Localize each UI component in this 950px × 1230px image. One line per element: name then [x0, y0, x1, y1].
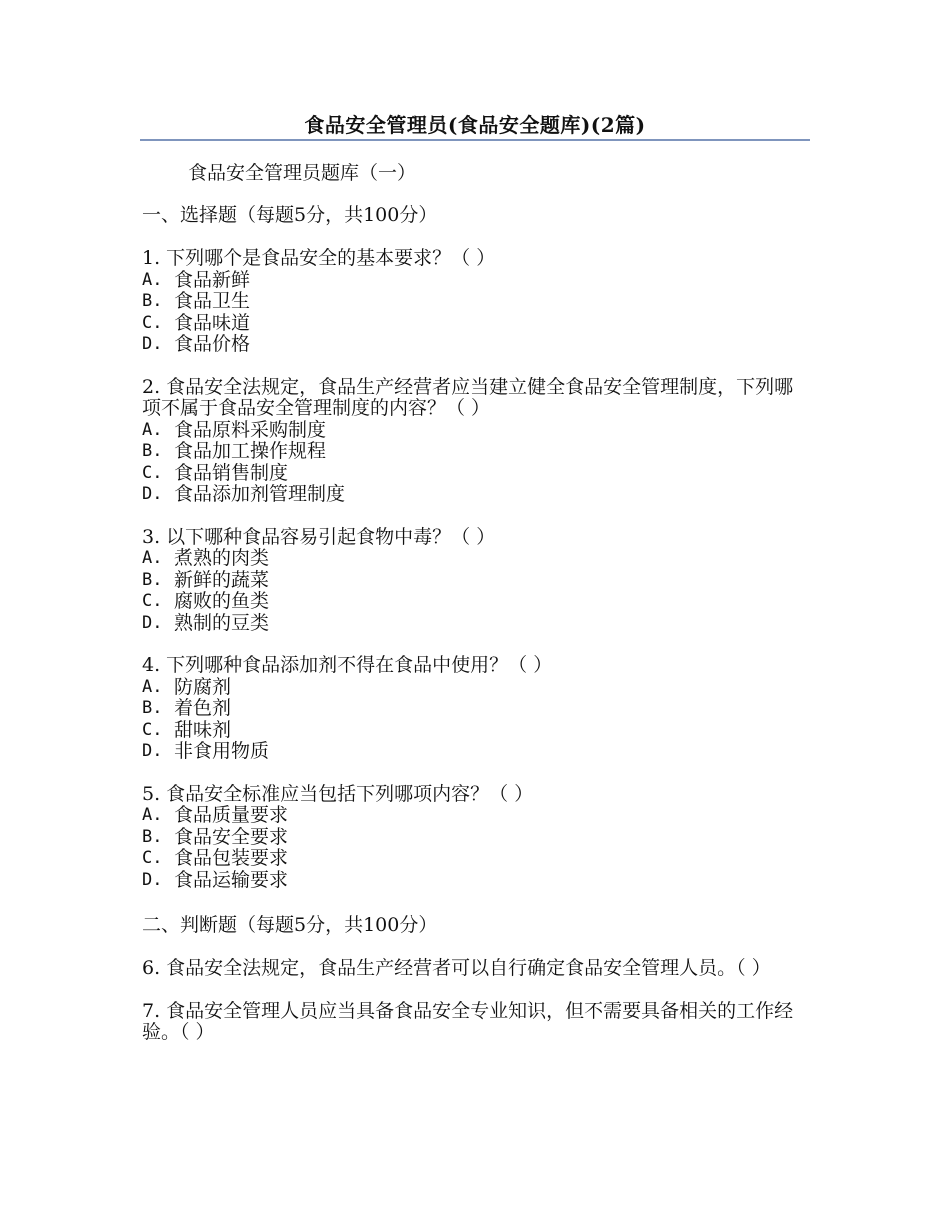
option-c	[142, 313, 808, 335]
option-text: 食品加工操作规程	[174, 440, 327, 462]
option-list	[142, 805, 808, 891]
question-text: 2. 食品安全法规定，食品生产经营者应当建立健全食品安全管理制度，下列哪项不属于食品安全管理制度的内容？（ ）	[142, 375, 794, 419]
section-multiple-choice	[142, 203, 808, 891]
option-letter: D.	[142, 612, 163, 633]
option-a	[142, 270, 808, 292]
option-text: 腐败的鱼类	[174, 590, 270, 612]
document-body	[142, 160, 808, 1044]
option-letter: D.	[142, 741, 163, 761]
option-d	[142, 741, 808, 763]
option-letter: D.	[142, 869, 163, 890]
option-list	[142, 420, 808, 506]
question-text: 3. 以下哪种食品容易引起食物中毒？（ ）	[142, 525, 496, 548]
option-text: 甜味剂	[174, 718, 232, 741]
question-2	[142, 377, 808, 506]
question-6	[142, 958, 808, 980]
option-text: 着色剂	[174, 697, 232, 719]
option-list	[142, 548, 808, 634]
option-letter: D.	[142, 334, 163, 354]
option-b	[142, 570, 808, 592]
question-3	[142, 527, 808, 635]
option-text: 食品包装要求	[174, 847, 289, 869]
option-text: 食品价格	[174, 333, 251, 355]
question-1	[142, 248, 808, 356]
question-text: 5. 食品安全标准应当包括下列哪项内容？（ ）	[142, 782, 534, 805]
document-title: 食品安全管理员(食品安全题库)(2篇)	[304, 113, 646, 137]
option-c	[142, 720, 808, 742]
option-b	[142, 441, 808, 463]
option-a	[142, 805, 808, 827]
question-text: 1. 下列哪个是食品安全的基本要求？（ ）	[142, 247, 496, 269]
section-true-false	[142, 913, 808, 1044]
title-divider	[140, 139, 810, 141]
option-letter: B.	[142, 441, 163, 461]
option-c	[142, 591, 808, 613]
option-letter: A.	[142, 676, 163, 697]
option-letter: C.	[142, 848, 163, 868]
option-text: 新鲜的蔬菜	[174, 568, 270, 591]
question-text: 6. 食品安全法规定，食品生产经营者可以自行确定食品安全管理人员。（ ）	[142, 957, 771, 979]
option-text: 食品新鲜	[174, 268, 251, 291]
option-d	[142, 334, 808, 356]
option-text: 食品原料采购制度	[174, 418, 327, 441]
option-b	[142, 291, 808, 313]
option-text: 煮熟的肉类	[174, 547, 270, 569]
option-text: 食品味道	[174, 311, 251, 334]
option-letter: A.	[142, 269, 163, 290]
option-letter: D.	[142, 484, 163, 504]
option-letter: B.	[142, 569, 163, 590]
option-d	[142, 484, 808, 506]
option-text: 食品销售制度	[174, 461, 289, 484]
option-a	[142, 420, 808, 442]
question-text: 7. 食品安全管理人员应当具备食品安全专业知识，但不需要具备相关的工作经验。（ ）	[142, 999, 794, 1043]
option-letter: A.	[142, 548, 163, 568]
option-text: 食品质量要求	[174, 804, 289, 826]
option-letter: C.	[142, 462, 163, 483]
option-d	[142, 613, 808, 635]
question-4	[142, 655, 808, 763]
section-heading: 二、判断题（每题5分，共100分）	[142, 914, 438, 936]
option-c	[142, 848, 808, 870]
option-d	[142, 870, 808, 892]
option-b	[142, 827, 808, 849]
option-text: 非食用物质	[174, 740, 270, 762]
section-heading: 一、选择题（每题5分，共100分）	[142, 204, 438, 226]
option-letter: C.	[142, 719, 163, 740]
option-c	[142, 463, 808, 485]
option-text: 食品卫生	[174, 290, 251, 312]
option-letter: B.	[142, 826, 163, 847]
option-list	[142, 677, 808, 763]
option-text: 食品运输要求	[174, 868, 289, 891]
option-letter: A.	[142, 805, 163, 825]
option-text: 熟制的豆类	[174, 611, 270, 634]
option-text: 食品安全要求	[174, 825, 289, 848]
document-subtitle: 食品安全管理员题库（一）	[188, 162, 417, 184]
option-letter: B.	[142, 698, 163, 718]
option-b	[142, 698, 808, 720]
question-7	[142, 1001, 808, 1044]
option-letter: A.	[142, 419, 163, 440]
option-a	[142, 677, 808, 699]
option-list	[142, 270, 808, 356]
option-letter: C.	[142, 591, 163, 611]
option-text: 防腐剂	[174, 675, 232, 698]
question-text: 4. 下列哪种食品添加剂不得在食品中使用？（ ）	[142, 654, 553, 676]
question-5	[142, 784, 808, 892]
option-text: 食品添加剂管理制度	[174, 483, 346, 505]
option-letter: C.	[142, 312, 163, 333]
option-letter: B.	[142, 291, 163, 311]
option-a	[142, 548, 808, 570]
